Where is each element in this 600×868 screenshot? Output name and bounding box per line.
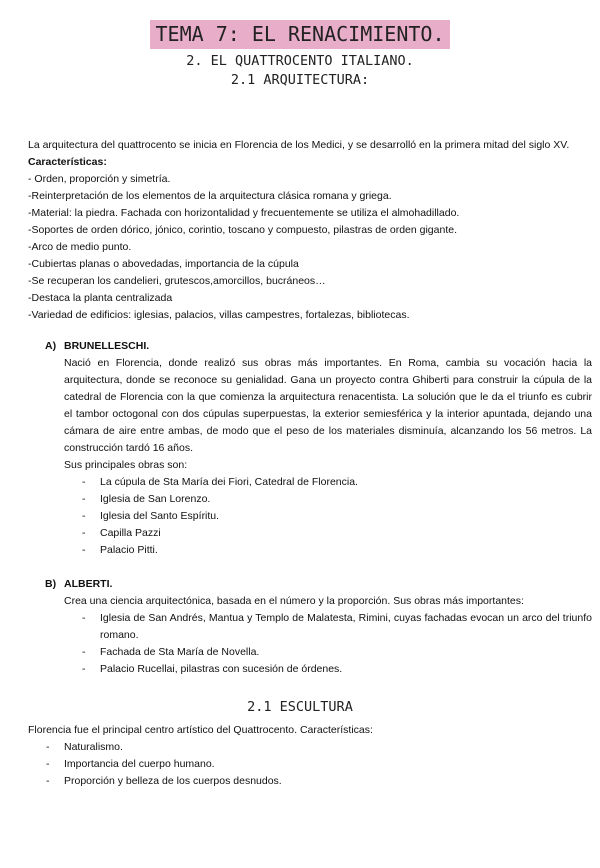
section-subtitle: 2. EL QUATTROCENTO ITALIANO. — [186, 53, 414, 69]
alberti-text: Crea una ciencia arquitectónica, basada en el número y la proporción. Sus obras más importantes: — [64, 595, 524, 607]
list-item: - Proporción y belleza de los cuerpos desnudos. — [28, 773, 592, 790]
intro-text: La arquitectura del quattrocento se inicia en Florencia de los Medici, y se desarrolló en la primera mitad del siglo XV. — [28, 139, 570, 151]
page-title: TEMA 7: EL RENACIMIENTO. — [150, 20, 451, 49]
title-wrap — [0, 20, 600, 49]
list-item: -Soportes de orden dórico, jónico, corintio, toscano y compuesto, pilastras de orden gigante. — [28, 224, 457, 236]
list-item: -Se recuperan los candelieri, grutescos,amorcillos, bucráneos… — [28, 275, 326, 287]
list-item: -Arco de medio punto. — [28, 241, 132, 253]
alberti-section — [28, 576, 592, 678]
brunelleschi-section — [28, 338, 592, 559]
alberti-heading — [28, 576, 592, 593]
list-item: - Orden, proporción y simetría. — [28, 173, 171, 185]
section-letter: B) — [45, 578, 57, 590]
list-item: -Cubiertas planas o abovedadas, importancia de la cúpula — [28, 258, 299, 270]
list-item: -Reinterpretación de los elementos de la arquitectura clásica romana y griega. — [28, 190, 392, 202]
section-letter: A) — [45, 340, 57, 352]
section-name: BRUNELLESCHI. — [64, 340, 150, 352]
list-item: - Fachada de Sta María de Novella. — [28, 644, 592, 661]
list-item: - Importancia del cuerpo humano. — [28, 756, 592, 773]
list-item: - La cúpula de Sta María dei Fiori, Catedral de Florencia. — [28, 474, 592, 491]
intro-paragraph: La arquitectura del quattrocento se inicia en Florencia de los Medici, y se desarrolló en la primera mitad del siglo XV. Características: — [28, 139, 570, 168]
list-item: - Iglesia del Santo Espíritu. — [28, 508, 592, 525]
list-item: - Capilla Pazzi — [28, 525, 592, 542]
subsection-title-arquitectura: 2.1 ARQUITECTURA: — [230, 72, 370, 88]
section-name: ALBERTI. — [64, 578, 113, 590]
list-item: -Destaca la planta centralizada — [28, 292, 173, 304]
list-item: - Iglesia de San Lorenzo. — [28, 491, 592, 508]
list-item: - Naturalismo. — [28, 739, 592, 756]
brunelleschi-heading — [28, 338, 592, 355]
intro-block — [28, 137, 592, 324]
subsection-title-escultura: 2.1 ESCULTURA — [247, 699, 353, 715]
works-label: Sus principales obras son: — [64, 459, 188, 471]
list-item: -Material: la piedra. Fachada con horizontalidad y frecuentemente se utiliza el almohadillado. — [28, 207, 460, 219]
list-item: - Iglesia de San Andrés, Mantua y Templo de Malatesta, Rimini, cuyas fachadas evocan un arco del triunfo romano. — [28, 610, 592, 644]
list-item: -Variedad de edificios: iglesias, palacios, villas campestres, fortalezas, bibliotecas. — [28, 309, 410, 321]
escultura-block — [28, 722, 592, 790]
brunelleschi-text: Nació en Florencia, donde realizó sus obras más importantes. En Roma, cambia su vocación hacia la arquitectura, donde se reconoce su genialidad. Gana un proyecto contra Ghiberti para construir la cúpula de la catedral de Florencia con la que comienza la arquitectura renacentista. La solución que le da el triunfo es cubrir el tambor octogonal con dos cúpulas superpuestas, la exterior semiesférica y la interior apuntada, dejando una cámara de aire entre ambas, de modo que el peso de los materiales disminuía, alcanzando los 56 metros. La construcción tardó 16 años. — [64, 357, 592, 454]
characteristics-label: Características — [28, 156, 104, 168]
list-item: - Palacio Pitti. — [28, 542, 592, 559]
escultura-text: Florencia fue el principal centro artístico del Quattrocento. Características: — [28, 724, 373, 736]
characteristics-list — [28, 171, 592, 324]
list-item: - Palacio Rucellai, pilastras con sucesión de órdenes. — [28, 661, 592, 678]
